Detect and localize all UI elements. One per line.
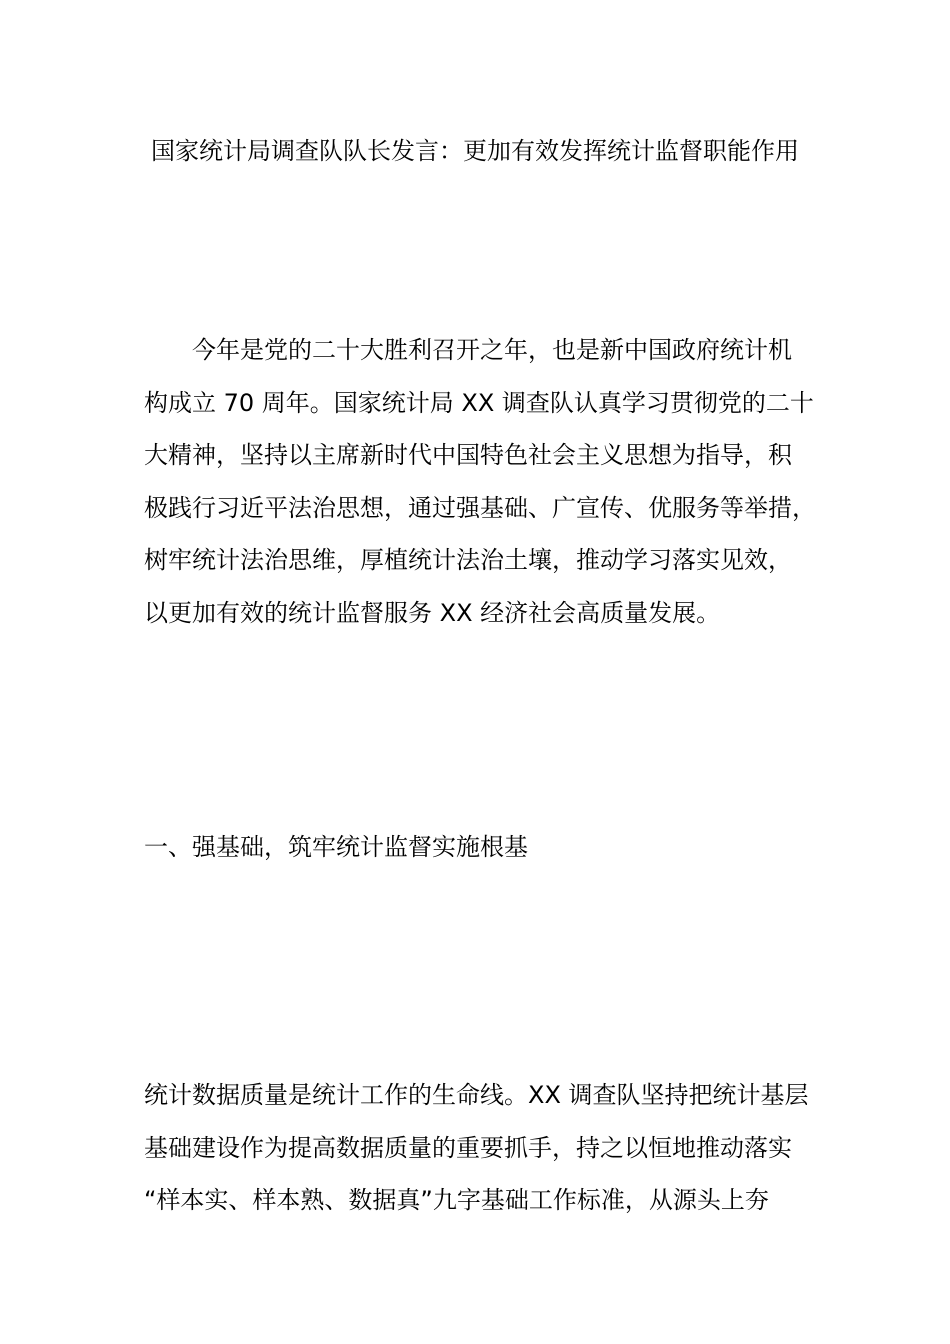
document-title: 国家统计局调查队队长发言：更加有效发挥统计监督职能作用 xyxy=(151,137,799,165)
intro-paragraph xyxy=(144,324,814,639)
paragraph-line: 极践行习近平法治思想，通过强基础、广宣传、优服务等举措， xyxy=(144,493,816,522)
paragraph-line: 统计数据质量是统计工作的生命线。XX 调查队坚持把统计基层 xyxy=(144,1081,809,1109)
section-heading: 一、强基础，筑牢统计监督实施根基 xyxy=(144,833,528,861)
paragraph-line: 基础建设作为提高数据质量的重要抓手，持之以恒地推动落实 xyxy=(144,1133,792,1162)
paragraph-line: 树牢统计法治思维，厚植统计法治土壤，推动学习落实见效， xyxy=(144,546,792,574)
paragraph-line: 构成立 70 周年。国家统计局 XX 调查队认真学习贯彻党的二十 xyxy=(144,388,814,417)
paragraph-line: 以更加有效的统计监督服务 XX 经济社会高质量发展。 xyxy=(144,598,721,627)
paragraph-line: “样本实、样本熟、数据真”九字基础工作标准，从源头上夯 xyxy=(144,1186,769,1214)
section-paragraph xyxy=(144,1069,814,1227)
paragraph-line: 大精神，坚持以主席新时代中国特色社会主义思想为指导，积 xyxy=(144,441,792,469)
paragraph-line: 今年是党的二十大胜利召开之年，也是新中国政府统计机 xyxy=(192,336,792,364)
